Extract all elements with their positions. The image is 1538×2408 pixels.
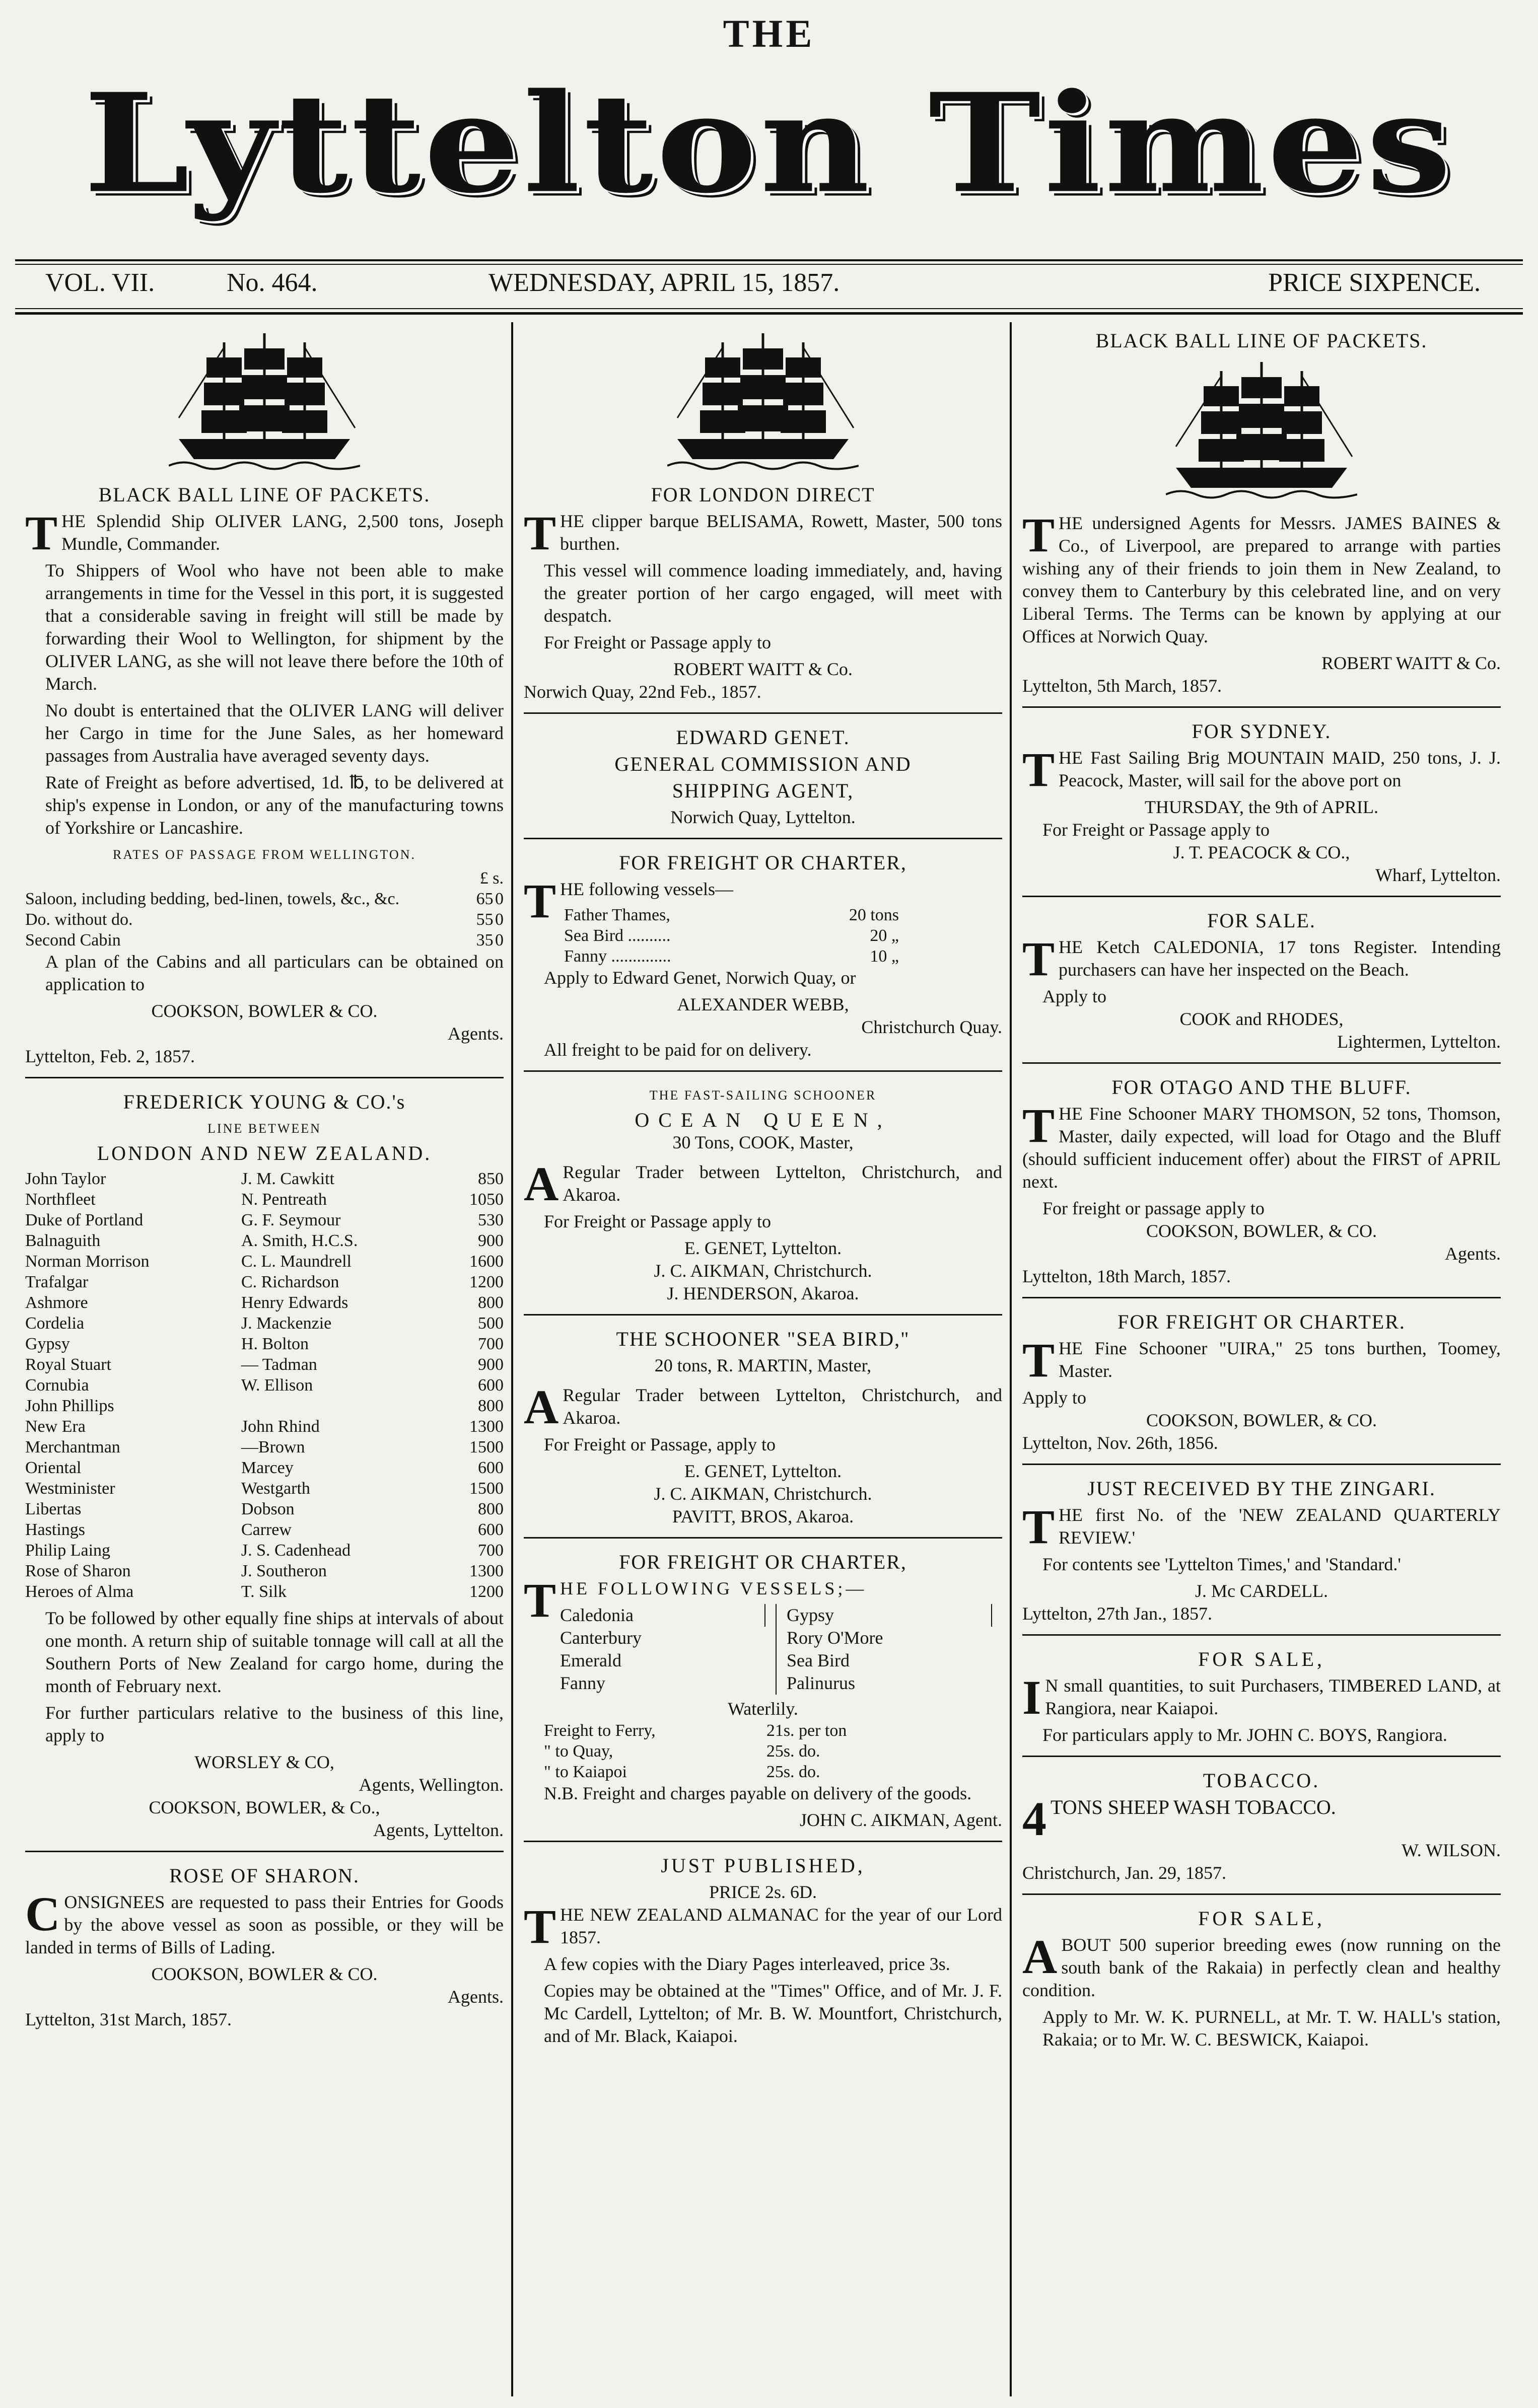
table-row — [25, 1416, 504, 1437]
rates-heading: RATES OF PASSAGE FROM WELLINGTON. — [113, 847, 416, 862]
ad-divider — [524, 1070, 1002, 1072]
ad-apply: Apply to — [1042, 986, 1107, 1006]
ad-text: BOUT 500 superior breeding ewes (now running on the south bank of the Rakaia) in perfectly clean and healthy condition. — [1022, 1935, 1501, 2000]
drop-cap: T — [524, 1900, 556, 1953]
table-row — [25, 1230, 504, 1251]
ad-details: 20 tons, R. MARTIN, Master, — [654, 1355, 872, 1375]
ad-heading: JUST PUBLISHED, — [661, 1854, 865, 1877]
table-row: Saloon, including bedding, bed-linen, towels, &c., &c. 65 0 — [25, 890, 504, 908]
ship-tons: 700 — [478, 1541, 504, 1560]
ship-master: W. Ellison — [241, 1376, 313, 1395]
ad-paragraph: To be followed by other equally fine ships at intervals of about one month. A return ship of suitable tonnage will call at all the Southern Ports of New Zealand for cargo home, during the month of February next. — [45, 1608, 504, 1696]
ad-heading: FOR FREIGHT OR CHARTER. — [1117, 1310, 1406, 1333]
ship-ship: Balnaguith — [25, 1231, 101, 1250]
ad-edward-genet — [524, 726, 1002, 829]
ad-divider — [1022, 1756, 1501, 1757]
ship-master: John Rhind — [241, 1417, 320, 1436]
ad-uira — [1022, 1310, 1501, 1454]
ship-ship: Cordelia — [25, 1314, 85, 1333]
ad-agent: COOKSON, BOWLER, & CO. — [1146, 1221, 1377, 1241]
table-row: Father Thames, 20 tons — [564, 906, 899, 924]
ad-heading: BLACK BALL LINE OF PACKETS. — [1095, 329, 1428, 352]
ship-master: J. S. Cadenhead — [241, 1541, 351, 1560]
ship-tons: 1600 — [469, 1252, 504, 1271]
ad-heading: EDWARD GENET. — [676, 726, 850, 749]
ad-note: All freight to be paid for on delivery. — [544, 1040, 812, 1060]
ad-apply: For freight or passage apply to — [1042, 1198, 1265, 1218]
list-item: Sea Bird — [787, 1650, 850, 1670]
ad-heading: FOR LONDON DIRECT — [651, 483, 875, 506]
table-row: Sea Bird .......... 20 „ — [564, 926, 899, 945]
ad-heading: TOBACCO. — [1203, 1769, 1320, 1792]
table-row — [25, 1272, 504, 1292]
table-row — [25, 1375, 504, 1396]
ad-rose-of-sharon — [25, 1864, 504, 2031]
drop-cap: A — [524, 1380, 559, 1434]
ship-icon — [169, 327, 360, 478]
ship-tons: 600 — [478, 1376, 504, 1395]
table-row — [25, 1561, 504, 1581]
ad-text: ONSIGNEES are requested to pass their Entries for Goods by the above vessel as soon as possible, or they will be landed in terms of Bills of Lading. — [25, 1892, 504, 1957]
table-row — [25, 1313, 504, 1334]
drop-cap: T — [1022, 508, 1055, 562]
ship-icon — [667, 327, 859, 478]
ship-icon — [1166, 356, 1357, 507]
ad-agent: ALEXANDER WEBB, — [677, 994, 849, 1014]
ad-subheading: LINE BETWEEN — [207, 1121, 321, 1136]
ad-apply: Apply to — [1022, 1388, 1087, 1408]
ad-paragraph: Apply to Edward Genet, Norwich Quay, or — [544, 968, 856, 988]
ad-subheading: SHIPPING AGENT, — [672, 779, 854, 802]
ad-oliver-lang — [25, 483, 504, 1068]
ad-text: HE undersigned Agents for Messrs. JAMES BAINES & Co., of Liverpool, are prepared to arrange with parties wishing any of their friends to join them in New Zealand, to convey them to Canterbury by this celebrated line, and on very Liberal Terms. The Terms can be known by applying at our Offices at Norwich Quay. — [1022, 513, 1501, 646]
ad-agent: JOHN C. AIKMAN, Agent. — [799, 1810, 1002, 1830]
table-row — [25, 1581, 504, 1602]
ad-heading: FOR FREIGHT OR CHARTER, — [619, 851, 907, 874]
table-row — [25, 1334, 504, 1354]
table-row: Second Cabin 35 0 — [25, 931, 504, 950]
list-item: Gypsy — [787, 1604, 992, 1627]
drop-cap: T — [1022, 1099, 1055, 1152]
ad-agent: E. GENET, Lyttelton. — [684, 1461, 842, 1481]
list-item: Canterbury — [560, 1628, 642, 1648]
drop-cap: C — [25, 1887, 60, 1941]
ad-agent: E. GENET, Lyttelton. — [684, 1238, 842, 1258]
ad-agent: COOKSON, BOWLER & CO. — [151, 1964, 378, 1984]
ad-agent: J. HENDERSON, Akaroa. — [667, 1283, 859, 1303]
ad-divider — [25, 1851, 504, 1852]
ship-ship: Merchantman — [25, 1438, 120, 1456]
ship-master: — Tadman — [241, 1355, 317, 1374]
ad-paragraph: A few copies with the Diary Pages interleaved, price 3s. — [544, 1954, 950, 1974]
ship-master: Dobson — [241, 1500, 295, 1518]
ad-heading: FOR SYDNEY. — [1192, 720, 1332, 743]
ship-ship: Hastings — [25, 1520, 85, 1539]
ship-master: N. Pentreath — [241, 1190, 327, 1209]
ad-paragraph: For Freight or Passage apply to — [544, 1211, 771, 1231]
ad-paragraph: For Freight or Passage apply to — [544, 632, 771, 652]
ship-master — [241, 1396, 444, 1416]
drop-cap: A — [1022, 1930, 1058, 1984]
ship-tons: 530 — [478, 1211, 504, 1229]
ad-zingari — [1022, 1477, 1501, 1625]
ship-tons: 800 — [478, 1293, 504, 1312]
ad-heading: FOR OTAGO AND THE BLUFF. — [1111, 1076, 1412, 1099]
ship-ship: Northfleet — [25, 1190, 96, 1209]
ad-heading: JUST RECEIVED BY THE ZINGARI. — [1087, 1477, 1436, 1500]
ad-divider — [25, 1077, 504, 1078]
ad-heading: THE SCHOONER "SEA BIRD," — [616, 1328, 910, 1350]
ad-place: Norwich Quay, Lyttelton. — [670, 807, 856, 827]
ad-divider — [524, 1314, 1002, 1316]
passage-rates-table — [25, 868, 504, 951]
drop-cap: T — [1022, 932, 1055, 986]
ad-text: N small quantities, to suit Purchasers, TIMBERED LAND, at Rangiora, near Kaiapoi. — [1045, 1675, 1501, 1718]
ad-heading: FOR SALE. — [1207, 909, 1316, 932]
ad-sailing-day: THURSDAY, the 9th of APRIL. — [1144, 797, 1379, 817]
ad-lead: HE NEW ZEALAND ALMANAC for the year of our Lord 1857. — [560, 1905, 1002, 1947]
table-row — [25, 1210, 504, 1230]
ship-tons: 700 — [478, 1335, 504, 1353]
drop-cap: A — [524, 1157, 559, 1211]
ship-ship: Ashmore — [25, 1293, 88, 1312]
ship-master: Henry Edwards — [241, 1293, 348, 1312]
ad-paragraph: For further particulars relative to the business of this line, apply to — [45, 1703, 504, 1745]
column-1 — [25, 327, 504, 2396]
table-row — [25, 1478, 504, 1499]
ad-agent: PAVITT, BROS, Akaroa. — [672, 1506, 854, 1526]
table-row — [25, 1540, 504, 1561]
table-row: " to Kaiapoi 25s. do. — [544, 1763, 820, 1781]
ad-heading: FOR SALE, — [1198, 1648, 1325, 1670]
column-3 — [1022, 327, 1501, 2396]
ship-ship: Gypsy — [25, 1335, 70, 1353]
ad-text: HE Ketch CALEDONIA, 17 tons Register. Intending purchasers can have her inspected on the Beach. — [1059, 937, 1501, 980]
masthead-rule-bottom-thin — [15, 308, 1523, 309]
ad-heading: ROSE OF SHARON. — [169, 1864, 360, 1887]
masthead-the: THE — [723, 12, 815, 55]
ad-subheading: GENERAL COMMISSION AND — [614, 753, 912, 775]
ad-paragraph: No doubt is entertained that the OLIVER LANG will deliver her Cargo in time for the June Sales, as her homeward passages from Australia have averaged seventy days. — [45, 700, 504, 766]
column-rule-1 — [511, 322, 513, 2396]
table-row: Freight to Ferry, 21s. per ton — [544, 1721, 847, 1740]
ad-agent: COOK and RHODES, — [1179, 1009, 1344, 1029]
ad-dateline: Lyttelton, Nov. 26th, 1856. — [1022, 1433, 1218, 1453]
ship-tons: 1200 — [469, 1273, 504, 1291]
table-row — [25, 1499, 504, 1519]
ship-master: Marcey — [241, 1458, 294, 1477]
table-row — [25, 1437, 504, 1457]
ship-ship: Trafalgar — [25, 1273, 89, 1291]
ship-ship: Norman Morrison — [25, 1252, 150, 1271]
ad-paragraph: A plan of the Cabins and all particulars can be obtained on application to — [45, 952, 504, 994]
masthead-title: Lyttelton Times — [83, 63, 1455, 224]
ad-lead: HE following vessels— — [560, 879, 733, 899]
ship-master: H. Bolton — [241, 1335, 309, 1353]
freight-rates-table — [544, 1720, 927, 1782]
list-item: Fanny — [560, 1673, 606, 1693]
table-row — [25, 1396, 504, 1416]
ad-paragraph: For contents see 'Lyttelton Times,' and 'Standard.' — [1042, 1554, 1401, 1574]
issue-price: PRICE SIXPENCE. — [1268, 268, 1481, 297]
ad-dateline: Norwich Quay, 22nd Feb., 1857. — [524, 682, 761, 702]
drop-cap: T — [1022, 743, 1055, 796]
ad-freight-charter-1 — [524, 851, 1002, 1061]
ad-james-baines — [1022, 329, 1501, 697]
list-item: Waterlily. — [728, 1699, 798, 1719]
ad-agent: ROBERT WAITT & Co. — [1321, 653, 1501, 673]
ship-tons: 800 — [478, 1500, 504, 1518]
ad-timbered-land — [1022, 1648, 1501, 1746]
table-row — [25, 1457, 504, 1478]
ad-heading: FOR FREIGHT OR CHARTER, — [619, 1551, 907, 1573]
ship-ship: John Taylor — [25, 1170, 106, 1188]
masthead-rule-top-thin — [15, 264, 1523, 265]
masthead-rule-bottom — [15, 312, 1523, 315]
drop-cap: I — [1022, 1670, 1041, 1724]
masthead-rule-top — [15, 259, 1523, 261]
ship-ship: Heroes of Alma — [25, 1582, 134, 1601]
ad-dateline: Lyttelton, 18th March, 1857. — [1022, 1266, 1231, 1286]
ad-subheading: THE FAST-SAILING SCHOONER — [649, 1088, 877, 1103]
ad-divider — [1022, 1893, 1501, 1895]
ship-master: A. Smith, H.C.S. — [241, 1231, 358, 1250]
ship-ship: Royal Stuart — [25, 1355, 111, 1374]
ad-divider — [524, 1537, 1002, 1539]
ship-tons: 850 — [478, 1170, 504, 1188]
ship-ship: Philip Laing — [25, 1541, 111, 1560]
ship-master: G. F. Seymour — [241, 1211, 341, 1229]
ad-text: HE Fine Schooner "UIRA," 25 tons burthen, Toomey, Master. — [1059, 1338, 1501, 1381]
ad-agent: COOKSON, BOWLER & CO. — [151, 1001, 378, 1021]
ship-ship: Cornubia — [25, 1376, 89, 1395]
ad-paragraph: For Freight or Passage, apply to — [544, 1434, 776, 1454]
ad-sydney — [1022, 720, 1501, 887]
ad-text: Regular Trader between Lyttelton, Christchurch, and Akaroa. — [563, 1162, 1002, 1205]
issue-number: No. 464. — [227, 268, 318, 297]
vessel-list — [560, 1604, 1002, 1695]
ship-master: J. M. Cawkitt — [241, 1170, 335, 1188]
table-row: Do. without do. 55 0 — [25, 910, 504, 929]
ad-paragraph: N.B. Freight and charges payable on delivery of the goods. — [544, 1783, 972, 1803]
ad-dateline: Lyttelton, 5th March, 1857. — [1022, 676, 1222, 696]
ad-belisama — [524, 483, 1002, 703]
ad-text: HE first No. of the 'NEW ZEALAND QUARTERLY REVIEW.' — [1059, 1505, 1501, 1548]
ad-tobacco — [1022, 1769, 1501, 1884]
drop-cap: T — [1022, 1333, 1055, 1387]
drop-cap: 4 — [1022, 1792, 1046, 1846]
drop-cap: T — [25, 506, 58, 560]
column-2 — [524, 327, 1002, 2396]
ship-ship: Libertas — [25, 1500, 82, 1518]
ship-ship: John Phillips — [25, 1397, 114, 1415]
ad-divider — [1022, 1464, 1501, 1465]
ad-divider — [524, 1841, 1002, 1842]
ad-caledonia-sale — [1022, 909, 1501, 1053]
ad-agent-title: Agents. — [448, 1024, 504, 1044]
ad-divider — [524, 712, 1002, 714]
ad-ewes-sale — [1022, 1907, 1501, 2051]
ad-lead: HE FOLLOWING VESSELS;— — [560, 1578, 867, 1598]
ad-almanac — [524, 1854, 1002, 2048]
ship-tons: 900 — [478, 1355, 504, 1374]
ad-text: TONS SHEEP WASH TOBACCO. — [1051, 1796, 1336, 1818]
ad-otago-bluff — [1022, 1076, 1501, 1288]
ad-price: PRICE 2s. 6D. — [709, 1882, 817, 1902]
ad-agent-place: Christchurch Quay. — [861, 1017, 1002, 1037]
ship-tons: 900 — [478, 1231, 504, 1250]
ad-agent: W. WILSON. — [1402, 1840, 1501, 1860]
ad-agent: WORSLEY & CO, — [194, 1752, 334, 1772]
ad-dateline: Christchurch, Jan. 29, 1857. — [1022, 1863, 1226, 1883]
ad-agent: J. T. PEACOCK & CO., — [1173, 842, 1350, 862]
ship-master: J. Mackenzie — [241, 1314, 332, 1333]
vessel-table — [564, 905, 899, 967]
ad-divider — [524, 838, 1002, 839]
ship-master: —Brown — [241, 1438, 305, 1456]
ad-ocean-queen — [524, 1084, 1002, 1305]
ad-heading: BLACK BALL LINE OF PACKETS. — [98, 483, 431, 506]
ship-tons: 600 — [478, 1520, 504, 1539]
ad-divider — [1022, 1634, 1501, 1636]
ship-master: T. Silk — [241, 1582, 287, 1601]
ad-details: 30 Tons, COOK, Master, — [672, 1132, 854, 1152]
ship-tons: 1500 — [469, 1479, 504, 1498]
ad-lead: HE clipper barque BELISAMA, Rowett, Master, 500 tons burthen. — [560, 511, 1002, 554]
ad-text: HE Fast Sailing Brig MOUNTAIN MAID, 250 tons, J. J. Peacock, Master, will sail for the above port on — [1059, 748, 1501, 790]
table-row — [25, 1354, 504, 1375]
ad-paragraph: Apply to Mr. W. K. PURNELL, at Mr. T. W. HALL's station, Rakaia; or to Mr. W. C. BESWICK, Kaiapoi. — [1042, 2007, 1501, 2050]
ad-text: HE Fine Schooner MARY THOMSON, 52 tons, Thomson, Master, daily expected, will load for Otago and the Bluff (should sufficient inducement offer) about the FIRST of APRIL next. — [1022, 1104, 1501, 1192]
issue-date: WEDNESDAY, APRIL 15, 1857. — [488, 268, 840, 297]
ship-ship: Duke of Portland — [25, 1211, 144, 1229]
ad-agent: ROBERT WAITT & Co. — [673, 659, 853, 679]
ad-agent: COOKSON, BOWLER, & Co., — [149, 1797, 380, 1817]
ad-text: Regular Trader between Lyttelton, Christchurch, and Akaroa. — [563, 1385, 1002, 1428]
ship-tons: 1300 — [469, 1417, 504, 1436]
ad-dateline: Lyttelton, Feb. 2, 1857. — [25, 1046, 195, 1066]
ad-apply: For Freight or Passage apply to — [1042, 820, 1270, 840]
ad-lead: HE Splendid Ship OLIVER LANG, 2,500 tons, Joseph Mundle, Commander. — [61, 511, 504, 554]
ad-dateline: Lyttelton, 31st March, 1857. — [25, 2009, 232, 2029]
ad-dateline: Lyttelton, 27th Jan., 1857. — [1022, 1603, 1212, 1624]
ship-master: C. Richardson — [241, 1273, 339, 1291]
ad-divider — [1022, 1062, 1501, 1064]
ad-heading: FOR SALE, — [1198, 1907, 1325, 1930]
table-row — [25, 1292, 504, 1313]
list-item: Emerald — [560, 1650, 621, 1670]
ship-ship: Rose of Sharon — [25, 1562, 131, 1580]
ad-agent-place: Agents, Lyttelton. — [373, 1820, 504, 1840]
ship-tons: 1050 — [469, 1190, 504, 1209]
ad-freight-charter-2 — [524, 1551, 1002, 1832]
ad-agent: COOKSON, BOWLER, & CO. — [1146, 1410, 1377, 1430]
ship-tons: 1500 — [469, 1438, 504, 1456]
ship-master: Westgarth — [241, 1479, 310, 1498]
ship-tons: 1200 — [469, 1582, 504, 1601]
ad-agent-place: Agents, Wellington. — [359, 1775, 504, 1795]
ship-ship: Westminister — [25, 1479, 115, 1498]
drop-cap: T — [524, 874, 556, 928]
drop-cap: T — [1022, 1500, 1055, 1554]
ad-agent: J. C. AIKMAN, Christchurch. — [654, 1484, 872, 1504]
ship-master: J. Southeron — [241, 1562, 327, 1580]
table-row — [25, 1189, 504, 1210]
ad-divider — [1022, 706, 1501, 708]
ship-tons: 800 — [478, 1397, 504, 1415]
ad-heading: FREDERICK YOUNG & CO.'s — [123, 1090, 406, 1113]
ship-tons: 1300 — [469, 1562, 504, 1580]
ad-route: LONDON AND NEW ZEALAND. — [97, 1142, 432, 1164]
ship-master: C. L. Maundrell — [241, 1252, 352, 1271]
ad-paragraph: To Shippers of Wool who have not been able to make arrangements in time for the Vessel in this port, it is suggested that a considerable saving in freight will still be made by forwarding their Wool to Wellington, for shipment by the OLIVER LANG, as she will not leave there before the 10th of March. — [45, 560, 504, 694]
drop-cap: T — [524, 1573, 556, 1627]
ship-ship: Oriental — [25, 1458, 82, 1477]
table-row: Fanny .............. 10 „ — [564, 947, 899, 966]
drop-cap: T — [524, 506, 556, 560]
list-item: Caledonia — [560, 1604, 765, 1627]
table-row — [25, 1519, 504, 1540]
ad-agent-title: Lightermen, Lyttelton. — [1337, 1032, 1501, 1052]
issue-line — [45, 268, 1481, 308]
ad-paragraph: For particulars apply to Mr. JOHN C. BOYS, Rangiora. — [1042, 1725, 1447, 1745]
ad-sea-bird — [524, 1328, 1002, 1528]
list-item: Palinurus — [787, 1673, 856, 1693]
list-item: Rory O'More — [787, 1628, 883, 1648]
ad-paragraph: This vessel will commence loading immediately, and, having the greater portion of her cargo engaged, will meet with despatch. — [544, 560, 1002, 626]
ad-agent-title: Agents. — [448, 1987, 504, 2007]
ad-paragraph: Rate of Freight as before advertised, 1d. ℔, to be delivered at ship's expense in London, or any of the manufacturing towns of Yorkshire or Lancashire. — [45, 772, 504, 838]
ad-agent-title: Agents. — [1445, 1244, 1501, 1264]
table-row — [25, 1169, 504, 1189]
ad-agent-place: Wharf, Lyttelton. — [1375, 865, 1501, 885]
table-row: " to Quay, 25s. do. — [544, 1742, 820, 1761]
volume-number: VOL. VII. — [45, 268, 155, 297]
ship-master: Carrew — [241, 1520, 292, 1539]
ad-agent: J. Mc CARDELL. — [1195, 1581, 1328, 1601]
ship-tons: 600 — [478, 1458, 504, 1477]
table-row — [25, 1251, 504, 1272]
ad-frederick-young — [25, 1090, 504, 1842]
column-rule-2 — [1010, 322, 1012, 2396]
ship-ship: New Era — [25, 1417, 86, 1436]
ship-tons: 500 — [478, 1314, 504, 1333]
ad-paragraph: Copies may be obtained at the "Times" Office, and of Mr. J. F. Mc Cardell, Lyttelton; of Mr. B. W. Mountfort, Christchurch, and of Mr. Black, Kaiapoi. — [544, 1981, 1002, 2046]
ad-agent: J. C. AIKMAN, Christchurch. — [654, 1261, 872, 1281]
ship-list-table — [25, 1169, 504, 1602]
ad-divider — [1022, 1297, 1501, 1298]
ad-divider — [1022, 896, 1501, 897]
rates-units: £ s. — [479, 869, 504, 888]
ad-heading: OCEAN QUEEN, — [635, 1109, 891, 1131]
